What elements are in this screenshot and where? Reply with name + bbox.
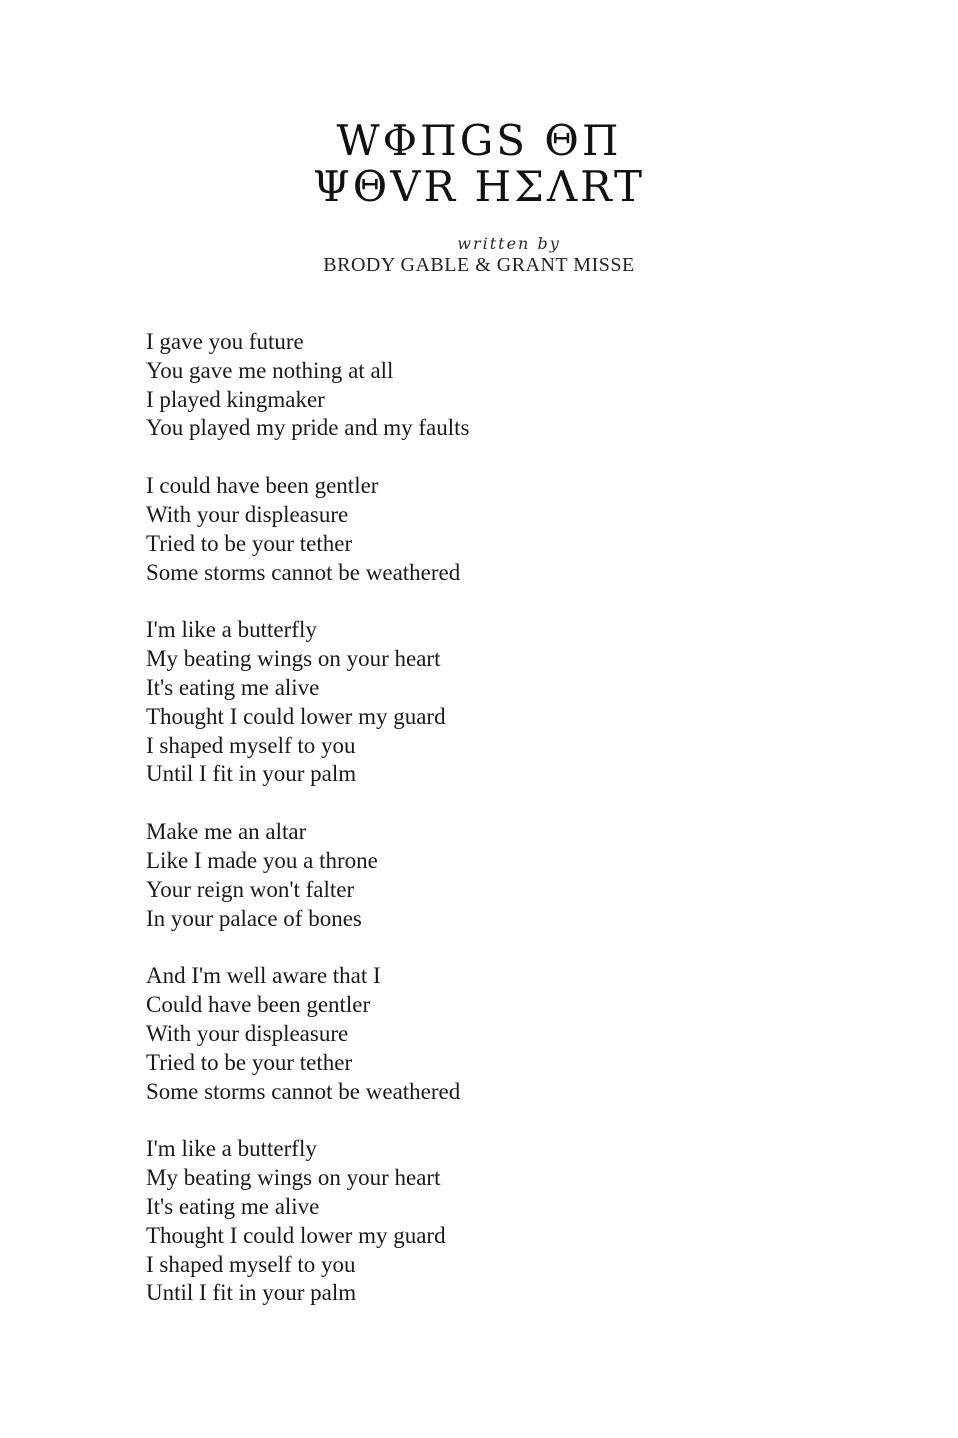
credits — [0, 236, 958, 276]
lyric-line: My beating wings on your heart — [146, 646, 441, 672]
lyric-line: It's eating me alive — [146, 674, 320, 700]
lyric-line: With your displeasure — [146, 501, 349, 527]
lyric-line: Some storms cannot be weathered — [146, 1078, 461, 1104]
lyric-line: Thought I could lower my guard — [146, 703, 446, 729]
lyric-line: Until I fit in your palm — [146, 1280, 357, 1306]
lyric-line: Make me an altar — [146, 819, 307, 845]
song-title — [0, 118, 958, 210]
lyric-line: Thought I could lower my guard — [146, 1222, 446, 1248]
lyric-line: I'm like a butterfly — [146, 1136, 317, 1162]
lyric-line: With your displeasure — [146, 1020, 349, 1046]
authors: BRODY GABLE & GRANT MISSE — [323, 254, 635, 276]
lyric-line: You gave me nothing at all — [146, 357, 394, 383]
lyric-line: Could have been gentler — [146, 992, 371, 1018]
title-line-2: ΨΘVR HΣΛRT — [312, 162, 646, 211]
lyric-line: Like I made you a throne — [146, 847, 378, 873]
lyrics-body — [146, 328, 846, 1337]
lyric-line: I gave you future — [146, 329, 304, 354]
lyric-line: It's eating me alive — [146, 1193, 320, 1219]
stanza — [146, 1135, 846, 1308]
lyric-line: Your reign won't falter — [146, 876, 355, 902]
lyric-line: You played my pride and my faults — [146, 415, 470, 441]
lyric-line: Tried to be your tether — [146, 1049, 353, 1075]
lyric-line: I shaped myself to you — [146, 732, 356, 758]
title-line-1: WΦΠGS ΘΠ — [336, 116, 622, 165]
stanza — [146, 472, 846, 587]
stanza — [146, 328, 846, 443]
lyric-line: I could have been gentler — [146, 473, 379, 499]
lyric-line: Until I fit in your palm — [146, 761, 357, 787]
written-by-label: written by — [457, 234, 561, 253]
lyric-line: Tried to be your tether — [146, 530, 353, 556]
lyric-line: I shaped myself to you — [146, 1251, 356, 1277]
stanza — [146, 616, 846, 789]
lyric-line: In your palace of bones — [146, 905, 362, 931]
lyric-line: I'm like a butterfly — [146, 617, 317, 643]
stanza — [146, 962, 846, 1106]
lyric-line: Some storms cannot be weathered — [146, 559, 461, 585]
lyric-line: My beating wings on your heart — [146, 1165, 441, 1191]
lyric-line: I played kingmaker — [146, 386, 325, 412]
stanza — [146, 818, 846, 933]
lyric-line: And I'm well aware that I — [146, 963, 381, 989]
